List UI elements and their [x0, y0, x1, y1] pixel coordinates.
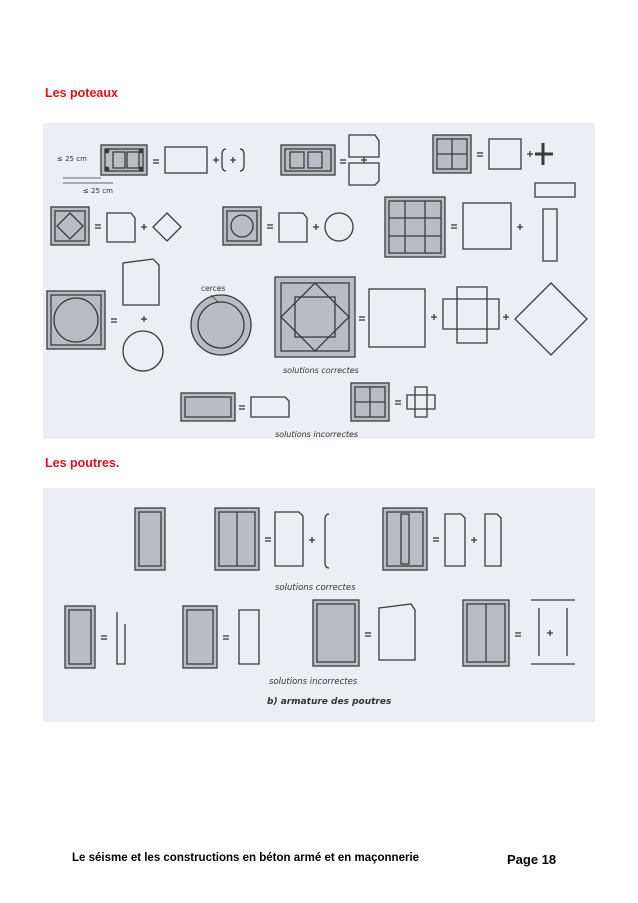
caption-incorrect-columns: solutions incorrectes [275, 430, 359, 439]
columns-reinforcement-figure [43, 123, 595, 439]
beam-section-6 [313, 600, 359, 666]
beams-reinforcement-figure [43, 488, 595, 722]
beam-section-5 [183, 606, 217, 668]
square-column-section-4 [385, 197, 445, 257]
rect-column-section-2 [281, 145, 335, 175]
beam-section-7 [463, 600, 509, 666]
caption-beam-reinforcement-title: b) armature des poutres [267, 697, 392, 707]
square-column-section-2 [51, 207, 89, 245]
beams-diagram [43, 488, 595, 722]
footer-page-number: Page 18 [507, 852, 557, 867]
square-column-section-1 [433, 135, 471, 173]
section-heading-beams: Les poutres. [45, 456, 120, 470]
beam-section-1 [135, 508, 165, 570]
caption-correct-beams: solutions correctes [275, 583, 356, 593]
caption-incorrect-beams: solutions incorrectes [269, 677, 358, 687]
beam-section-4 [65, 606, 95, 668]
beam-section-3 [383, 508, 427, 570]
beam-section-2 [215, 508, 259, 570]
section-heading-columns: Les poteaux [45, 86, 118, 100]
dimension-label-b: ≤ 25 cm [83, 187, 113, 195]
columns-diagram [43, 123, 595, 439]
dimension-label-a: ≤ 25 cm [57, 155, 87, 163]
large-square-column-section [47, 291, 105, 349]
incorrect-square-section [351, 383, 389, 421]
octagonal-tie-column-section [275, 277, 355, 357]
square-column-section-3 [223, 207, 261, 245]
incorrect-rect-section [181, 393, 235, 421]
footer-document-title: Le séisme et les constructions en béton armé et en maçonnerie [72, 852, 420, 864]
circular-column-section [191, 295, 251, 355]
caption-correct-columns: solutions correctes [283, 366, 359, 375]
hoops-label: cerces [201, 284, 226, 293]
rect-column-section-1 [101, 145, 147, 175]
